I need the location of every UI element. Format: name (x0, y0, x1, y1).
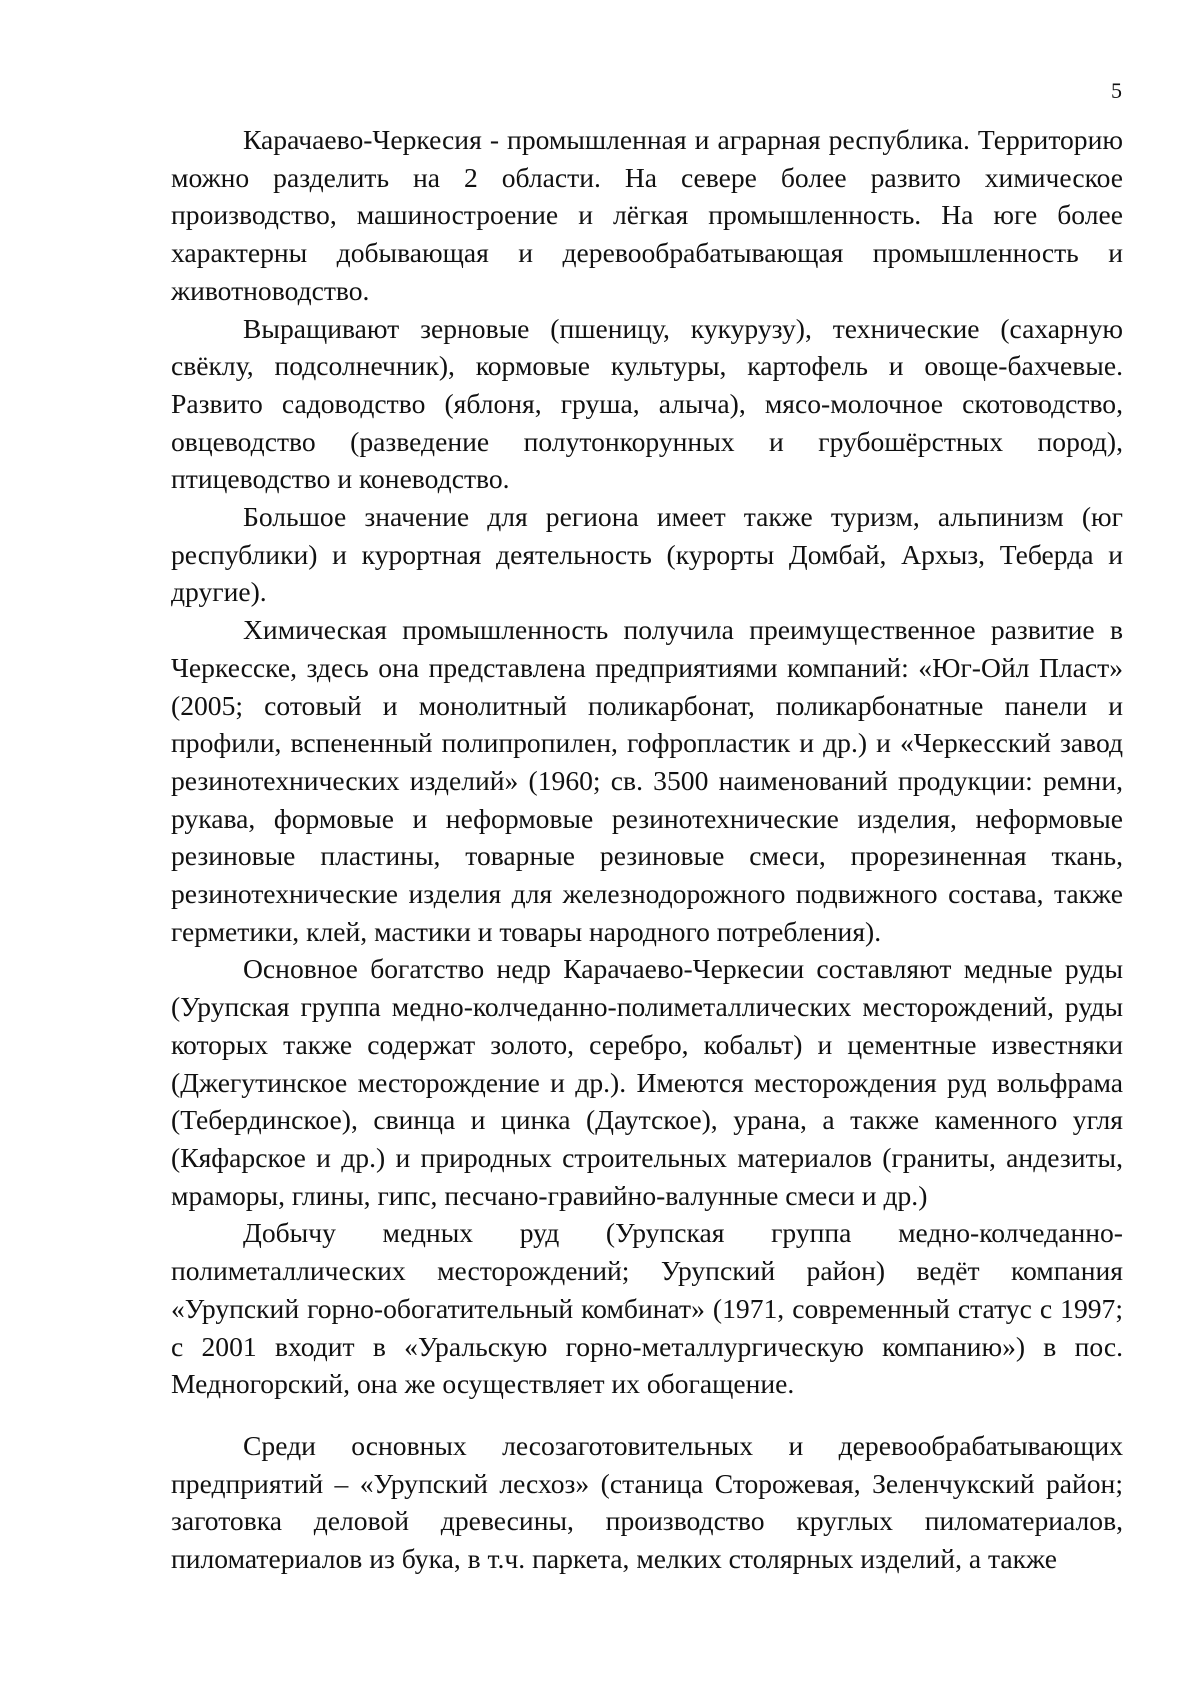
document-body (171, 121, 1123, 1578)
paragraph-mineral-resources: Основное богатство недр Карачаево-Черкесии составляют медные руды (Урупская группа медно-колчеданно-полиметаллических месторождений, руды которых также содержат золото, серебро, кобальт) и цементные известняки (Джегутинское месторождение и др.). Имеются месторождения руд вольфрама (Тебердинское), свинца и цинка (Даутское), урана, а также каменного угля (Кяфарское и др.) и природных строительных материалов (граниты, андезиты, мраморы, глины, гипс, песчано-гравийно-валунные смеси и др.) (171, 953, 1123, 1211)
page-number: 5 (1111, 78, 1122, 103)
paragraph-timber-industry: Среди основных лесозаготовительных и деревообрабатывающих предприятий – «Урупский лесхоз» (станица Сторожевая, Зеленчукский район; заготовка деловой древесины, производство круглых пиломатериалов, пиломатериалов из бука, в т.ч. паркета, мелких столярных изделий, а также (171, 1429, 1123, 1575)
paragraph-chemical-industry: Химическая промышленность получила преимущественное развитие в Черкесске, здесь она представлена предприятиями компаний: «Юг-Ойл Пласт» (2005; сотовый и монолитный поликарбонат, поликарбонатные панели и профили, вспененный полипропилен, гофропластик и др.) и «Черкесский завод резинотехнических изделий» (1960; св. 3500 наименований продукции: ремни, рукава, формовые и неформовые резинотехнические изделия, неформовые резиновые пластины, товарные резиновые смеси, прорезиненная ткань, резинотехнические изделия для железнодорожного подвижного состава, также герметики, клей, мастики и товары народного потребления). (171, 614, 1123, 947)
paragraph-copper-mining: Добычу медных руд (Урупская группа медно-колчеданно-полиметаллических месторождений; Урупский район) ведёт компания «Урупский горно-обогатительный комбинат» (1971, современный статус с 1997; с 2001 входит в «Уральскую горно-металлургическую компанию») в пос. Медногорский, она же осуществляет их обогащение. (171, 1217, 1123, 1400)
paragraph-agriculture: Выращивают зерновые (пшеницу, кукурузу), технические (сахарную свёклу, подсолнечник), кормовые культуры, картофель и овоще-бахчевые. Развито садоводство (яблоня, груша, алыча), мясо-молочное скотоводство, овцеводство (разведение полутонкорунных и грубошёрстных пород), птицеводство и коневодство. (171, 312, 1123, 495)
paragraph-tourism: Большое значение для региона имеет также туризм, альпинизм (юг республики) и курортная деятельность (курорты Домбай, Архыз, Теберда и другие). (171, 501, 1123, 608)
paragraph-industry-overview: Карачаево-Черкесия - промышленная и аграрная республика. Территорию можно разделить на 2 области. На севере более развито химическое производство, машиностроение и лёгкая промышленность. На юге более характерны добывающая и деревообрабатывающая промышленность и животноводство. (171, 124, 1123, 306)
